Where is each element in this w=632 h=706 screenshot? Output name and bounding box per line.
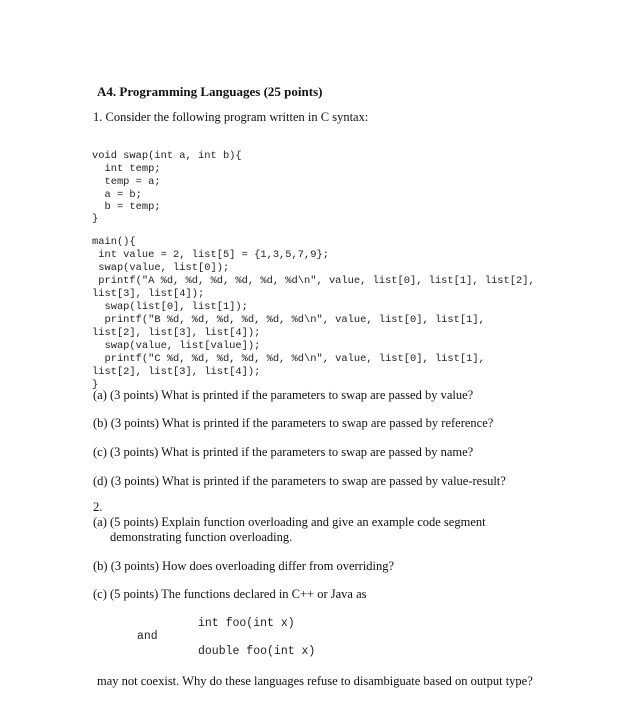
question-1-intro: 1. Consider the following program written in C syntax: [93, 110, 369, 124]
question-2a-line2: demonstrating function overloading. [110, 530, 293, 544]
code-line: list[2], list[3], list[4]); [92, 327, 261, 339]
code-line: } [92, 379, 99, 391]
code-line: int temp; [92, 163, 161, 175]
question-2-number: 2. [93, 500, 103, 514]
code-line: swap(value, list[value]); [92, 340, 261, 352]
code-line: list[3], list[4]); [92, 288, 205, 300]
and-connector: and [137, 630, 158, 643]
question-1c: (c) (3 points) What is printed if the parameters to swap are passed by name? [93, 445, 474, 459]
code-line: swap(list[0], list[1]); [92, 301, 248, 313]
code-line: a = b; [92, 189, 142, 201]
code-line: int value = 2, list[5] = {1,3,5,7,9}; [92, 249, 329, 261]
question-1d: (d) (3 points) What is printed if the parameters to swap are passed by value-result? [93, 474, 506, 488]
code-line: swap(value, list[0]); [92, 262, 230, 274]
code-line: temp = a; [92, 176, 161, 188]
code-line: printf("B %d, %d, %d, %d, %d, %d\n", value, list[0], list[1], [92, 314, 485, 326]
section-heading: A4. Programming Languages (25 points) [97, 84, 323, 99]
question-2b: (b) (3 points) How does overloading differ from overriding? [93, 559, 395, 573]
question-2a-line1: (a) (5 points) Explain function overloading and give an example code segment [93, 515, 486, 529]
code-line: void swap(int a, int b){ [92, 150, 242, 162]
question-2c-final: may not coexist. Why do these languages refuse to disambiguate based on output type? [97, 674, 533, 688]
code-line: main(){ [92, 236, 136, 248]
code-line: printf("C %d, %d, %d, %d, %d, %d\n", value, list[0], list[1], [92, 353, 485, 365]
declaration-double-foo: double foo(int x) [198, 645, 316, 658]
code-line: b = temp; [92, 201, 161, 213]
code-line: list[2], list[3], list[4]); [92, 366, 261, 378]
question-1b: (b) (3 points) What is printed if the parameters to swap are passed by reference? [93, 416, 494, 430]
declaration-int-foo: int foo(int x) [198, 617, 295, 630]
question-1a: (a) (3 points) What is printed if the parameters to swap are passed by value? [93, 388, 474, 402]
question-2c: (c) (5 points) The functions declared in C++ or Java as [93, 587, 367, 601]
code-line: printf("A %d, %d, %d, %d, %d, %d\n", value, list[0], list[1], list[2], [92, 275, 535, 287]
code-line: } [92, 213, 99, 225]
